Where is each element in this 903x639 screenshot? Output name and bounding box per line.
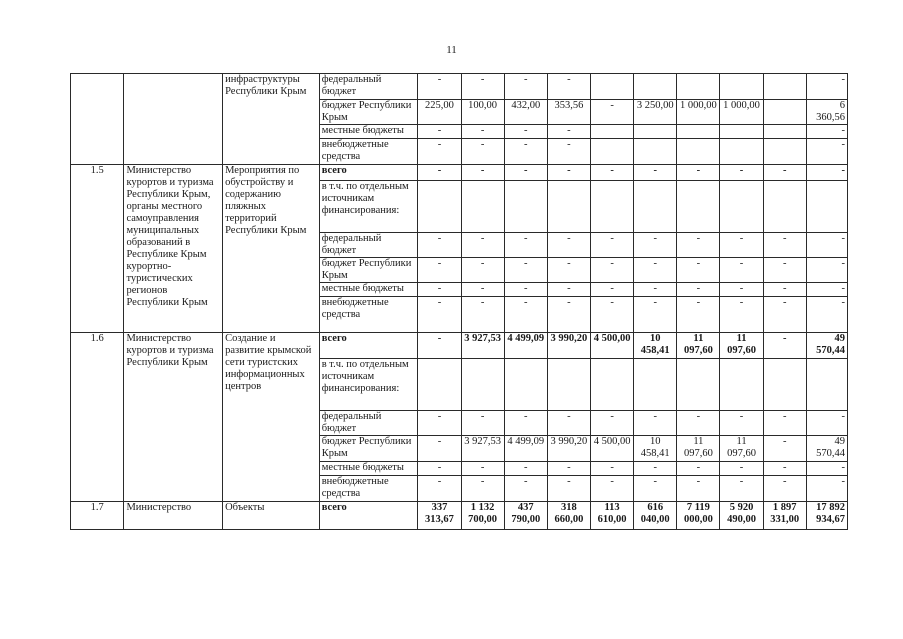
funding-source: всего — [319, 333, 418, 359]
executor-cell — [124, 74, 223, 165]
total-cell: - — [806, 283, 847, 297]
value-cell — [547, 181, 590, 233]
value-cell: - — [634, 258, 677, 283]
value-cell — [547, 359, 590, 411]
value-cell: - — [418, 283, 461, 297]
value-cell: - — [504, 125, 547, 139]
value-cell: 3 927,53 — [461, 333, 504, 359]
funding-source: в т.ч. по отдельным источникам финансирования: — [319, 181, 418, 233]
value-cell: 11 097,60 — [720, 436, 763, 462]
total-cell: - — [806, 462, 847, 476]
row-index: 1.5 — [71, 165, 124, 333]
value-cell — [418, 181, 461, 233]
total-cell: - — [806, 476, 847, 502]
value-cell: - — [547, 139, 590, 165]
value-cell: - — [418, 233, 461, 258]
total-cell — [806, 359, 847, 411]
value-cell: - — [763, 297, 806, 333]
value-cell: 113 610,00 — [590, 502, 633, 530]
value-cell: - — [763, 462, 806, 476]
total-cell: 49 570,44 — [806, 436, 847, 462]
value-cell — [763, 359, 806, 411]
value-cell: - — [547, 476, 590, 502]
value-cell — [418, 359, 461, 411]
value-cell: - — [763, 233, 806, 258]
value-cell — [763, 125, 806, 139]
value-cell: 4 499,09 — [504, 436, 547, 462]
value-cell: - — [763, 411, 806, 436]
total-cell: - — [806, 411, 847, 436]
value-cell: - — [720, 165, 763, 181]
value-cell: - — [461, 258, 504, 283]
value-cell: 337 313,67 — [418, 502, 461, 530]
event-cell: инфраструктуры Республики Крым — [223, 74, 320, 165]
value-cell: - — [547, 74, 590, 100]
total-cell: 17 892 934,67 — [806, 502, 847, 530]
value-cell: - — [677, 462, 720, 476]
value-cell: - — [504, 476, 547, 502]
value-cell — [677, 125, 720, 139]
row-index — [71, 74, 124, 165]
value-cell: 1 897 331,00 — [763, 502, 806, 530]
value-cell: 10 458,41 — [634, 333, 677, 359]
value-cell: - — [677, 297, 720, 333]
value-cell: 10 458,41 — [634, 436, 677, 462]
value-cell — [720, 74, 763, 100]
funding-source: местные бюджеты — [319, 462, 418, 476]
value-cell: - — [461, 283, 504, 297]
value-cell: - — [634, 476, 677, 502]
event-cell: Объекты — [223, 502, 320, 530]
value-cell: - — [418, 333, 461, 359]
value-cell: - — [677, 258, 720, 283]
total-cell: - — [806, 258, 847, 283]
page-number: 11 — [446, 44, 457, 56]
value-cell: - — [547, 297, 590, 333]
value-cell: 318 660,00 — [547, 502, 590, 530]
value-cell: - — [547, 165, 590, 181]
event-cell: Мероприятия по обустройству и содержанию пляжных территорий Республики Крым — [223, 165, 320, 333]
value-cell: 4 499,09 — [504, 333, 547, 359]
value-cell — [590, 359, 633, 411]
value-cell: 3 990,20 — [547, 333, 590, 359]
value-cell: - — [418, 436, 461, 462]
value-cell: - — [763, 333, 806, 359]
value-cell — [461, 359, 504, 411]
value-cell: - — [547, 125, 590, 139]
value-cell: - — [720, 258, 763, 283]
value-cell: - — [504, 462, 547, 476]
value-cell — [590, 139, 633, 165]
budget-table-body — [71, 74, 848, 530]
value-cell: - — [634, 411, 677, 436]
event-cell: Создание и развитие крымской сети туристских информационных центров — [223, 333, 320, 502]
value-cell: - — [418, 165, 461, 181]
funding-source: внебюджетные средства — [319, 476, 418, 502]
value-cell: - — [504, 258, 547, 283]
value-cell: - — [504, 411, 547, 436]
value-cell: - — [418, 411, 461, 436]
total-cell: - — [806, 165, 847, 181]
funding-source: внебюджетные средства — [319, 297, 418, 333]
total-cell: - — [806, 233, 847, 258]
value-cell: 11 097,60 — [720, 333, 763, 359]
funding-source: бюджет Республики Крым — [319, 436, 418, 462]
value-cell — [763, 100, 806, 125]
value-cell: 432,00 — [504, 100, 547, 125]
value-cell: - — [590, 165, 633, 181]
value-cell: - — [677, 233, 720, 258]
executor-cell: Министерство курортов и туризма Республики Крым — [124, 333, 223, 502]
value-cell: - — [547, 233, 590, 258]
value-cell: 11 097,60 — [677, 436, 720, 462]
value-cell: - — [634, 233, 677, 258]
value-cell — [720, 181, 763, 233]
value-cell: - — [504, 139, 547, 165]
total-cell: - — [806, 297, 847, 333]
value-cell — [634, 125, 677, 139]
funding-source: бюджет Республики Крым — [319, 100, 418, 125]
funding-source: местные бюджеты — [319, 125, 418, 139]
funding-source: федеральный бюджет — [319, 233, 418, 258]
total-cell: - — [806, 139, 847, 165]
value-cell — [677, 181, 720, 233]
value-cell — [590, 74, 633, 100]
value-cell: - — [547, 462, 590, 476]
executor-cell: Министерство курортов и туризма Республики Крым, органы местного самоуправления муниципальных образований в Республике Крым курортно-туристических регионов Республики Крым — [124, 165, 223, 333]
value-cell: - — [461, 297, 504, 333]
value-cell — [504, 181, 547, 233]
value-cell: 4 500,00 — [590, 436, 633, 462]
funding-source: местные бюджеты — [319, 283, 418, 297]
value-cell: - — [461, 462, 504, 476]
row-index: 1.6 — [71, 333, 124, 502]
value-cell — [763, 181, 806, 233]
funding-source: всего — [319, 502, 418, 530]
value-cell: - — [504, 74, 547, 100]
value-cell: - — [720, 462, 763, 476]
value-cell — [590, 125, 633, 139]
table-row — [71, 502, 848, 530]
value-cell — [720, 139, 763, 165]
value-cell: 225,00 — [418, 100, 461, 125]
value-cell: - — [590, 100, 633, 125]
value-cell — [720, 125, 763, 139]
value-cell: - — [763, 165, 806, 181]
value-cell — [763, 74, 806, 100]
value-cell: - — [677, 411, 720, 436]
value-cell: - — [634, 283, 677, 297]
value-cell: - — [763, 258, 806, 283]
budget-table — [70, 73, 848, 530]
value-cell: - — [418, 297, 461, 333]
value-cell: 437 790,00 — [504, 502, 547, 530]
table-row — [71, 74, 848, 100]
value-cell: - — [418, 125, 461, 139]
value-cell: - — [418, 476, 461, 502]
funding-source: бюджет Республики Крым — [319, 258, 418, 283]
total-cell: - — [806, 125, 847, 139]
value-cell: - — [547, 411, 590, 436]
value-cell: 11 097,60 — [677, 333, 720, 359]
value-cell: - — [504, 297, 547, 333]
value-cell — [763, 139, 806, 165]
total-cell: - — [806, 74, 847, 100]
total-cell: 6 360,56 — [806, 100, 847, 125]
value-cell: - — [461, 139, 504, 165]
total-cell — [806, 181, 847, 233]
row-index: 1.7 — [71, 502, 124, 530]
value-cell: - — [547, 258, 590, 283]
value-cell: - — [763, 436, 806, 462]
value-cell: - — [461, 233, 504, 258]
value-cell — [634, 74, 677, 100]
value-cell: - — [418, 258, 461, 283]
value-cell: - — [547, 283, 590, 297]
value-cell: - — [461, 411, 504, 436]
value-cell: - — [677, 476, 720, 502]
value-cell — [677, 359, 720, 411]
value-cell: - — [461, 74, 504, 100]
value-cell — [677, 74, 720, 100]
value-cell: 353,56 — [547, 100, 590, 125]
value-cell — [461, 181, 504, 233]
value-cell: - — [418, 74, 461, 100]
value-cell: - — [677, 165, 720, 181]
value-cell: - — [590, 462, 633, 476]
value-cell: 3 990,20 — [547, 436, 590, 462]
value-cell: - — [634, 165, 677, 181]
total-cell: 49 570,44 — [806, 333, 847, 359]
value-cell: - — [590, 476, 633, 502]
value-cell — [634, 359, 677, 411]
value-cell: - — [590, 258, 633, 283]
value-cell — [634, 139, 677, 165]
funding-source: федеральный бюджет — [319, 74, 418, 100]
value-cell: - — [720, 476, 763, 502]
value-cell: - — [418, 462, 461, 476]
value-cell: 616 040,00 — [634, 502, 677, 530]
value-cell: - — [461, 476, 504, 502]
value-cell: 1 132 700,00 — [461, 502, 504, 530]
value-cell: - — [590, 411, 633, 436]
value-cell: 1 000,00 — [677, 100, 720, 125]
value-cell: 3 927,53 — [461, 436, 504, 462]
value-cell: - — [590, 283, 633, 297]
value-cell: - — [461, 165, 504, 181]
funding-source: всего — [319, 165, 418, 181]
table-row — [71, 165, 848, 181]
value-cell — [634, 181, 677, 233]
value-cell: - — [634, 297, 677, 333]
value-cell: - — [634, 462, 677, 476]
value-cell: - — [720, 283, 763, 297]
value-cell: - — [590, 297, 633, 333]
value-cell — [677, 139, 720, 165]
value-cell: 7 119 000,00 — [677, 502, 720, 530]
value-cell: - — [677, 283, 720, 297]
value-cell: - — [763, 283, 806, 297]
value-cell: - — [590, 233, 633, 258]
table-row — [71, 333, 848, 359]
value-cell: 3 250,00 — [634, 100, 677, 125]
value-cell — [504, 359, 547, 411]
value-cell: - — [763, 476, 806, 502]
value-cell: - — [720, 297, 763, 333]
funding-source: федеральный бюджет — [319, 411, 418, 436]
value-cell: - — [461, 125, 504, 139]
value-cell: 1 000,00 — [720, 100, 763, 125]
executor-cell: Министерство — [124, 502, 223, 530]
value-cell: - — [720, 411, 763, 436]
value-cell: - — [418, 139, 461, 165]
value-cell: - — [720, 233, 763, 258]
value-cell — [720, 359, 763, 411]
value-cell: - — [504, 165, 547, 181]
funding-source: в т.ч. по отдельным источникам финансирования: — [319, 359, 418, 411]
value-cell: 100,00 — [461, 100, 504, 125]
value-cell: - — [504, 233, 547, 258]
value-cell: - — [504, 283, 547, 297]
value-cell — [590, 181, 633, 233]
funding-source: внебюджетные средства — [319, 139, 418, 165]
value-cell: 4 500,00 — [590, 333, 633, 359]
value-cell: 5 920 490,00 — [720, 502, 763, 530]
